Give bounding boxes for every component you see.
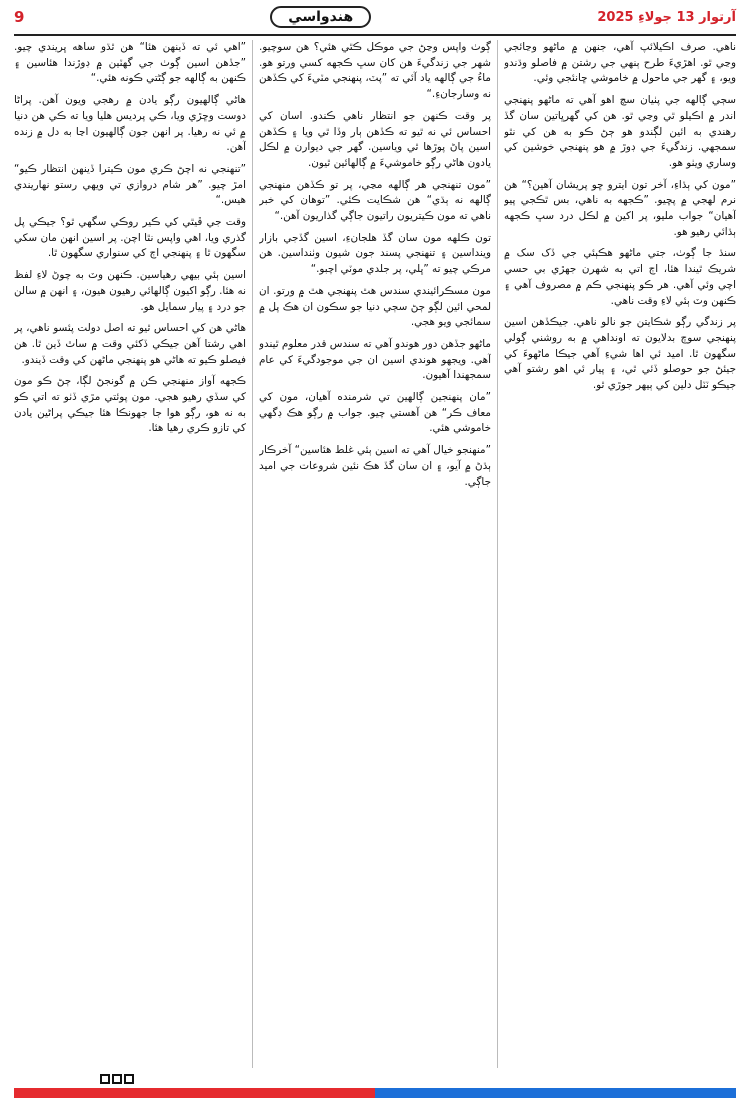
paragraph: ماڻهو جڏهن دور هوندو آهي ته سندس قدر معلوم ٿيندو آهي. ويجهو هوندي اسين ان جي موجودگيءَ کي عام سمجهندا آهيون. [259, 337, 491, 382]
end-square-icon [100, 1074, 110, 1084]
paragraph: ڳوٺ واپس وڃڻ جي موڪل ڪٿي هئي؟ هن سوچيو. شهر جي زندگيءَ هن کان سڀ ڪجهه کسي ورتو هو. ماءُ جي ڳالهه ياد آئي ته ”پٽ، پنهنجي مٽيءَ کي ڪڏهن نه وسارجانءِ.“ [259, 41, 491, 101]
paragraph: پر زندگي رڳو شڪايتن جو نالو ناهي. جيڪڏهن اسين پنهنجي سوچ بدلايون ته اونداهي ۾ به روشني ڳولي سگهون ٿا. اميد ئي اها شيءِ آهي جيڪا ماڻهوءَ کي جيئڻ جو حوصلو ڏئي ٿي، ۽ پيار ئي اهو رشتو آهي جيڪو ٽٽل دلين کي ٻيهر جوڙي ٿو. [504, 316, 736, 392]
page-number: 9 [14, 8, 25, 26]
column-middle [259, 40, 491, 1068]
paragraph: سنڌ جا ڳوٺ، جتي ماڻهو هڪٻئي جي ڏک سک ۾ شريڪ ٿيندا هئا، اڄ اتي به شهرن جهڙي بي حسي اچي وئي آهي. هر ڪو پنهنجي ڪم ۾ مصروف آهي ۽ ڪنهن وٽ ٻئي لاءِ وقت ناهي. [504, 247, 736, 307]
footer-color-bar [14, 1088, 736, 1098]
paragraph: ڪجهه آواز منهنجي ڪن ۾ گونجڻ لڳا، ڄڻ ڪو مون کي سڏي رهيو هجي. مون پوئتي مڙي ڏٺو ته اتي ڪو به نه هو، رڳو هوا جا جهونڪا هئا جيڪي پراڻين يادن کي تازو ڪري رهيا هئا. [14, 375, 246, 435]
column-divider [497, 40, 498, 1068]
issue-date: آرتوار 13 جولاءِ 2025 [597, 9, 736, 25]
paragraph: تون ڪلهه مون سان گڏ هلجانءِ، اسين گڏجي بازار وينداسين ۽ تنهنجي پسند جون شيون وٺنداسين. هن مرڪي چيو ته ”ڀلي، پر جلدي موٽي اچبو.“ [259, 231, 491, 276]
paragraph: پر وقت ڪنهن جو انتظار ناهي ڪندو. اسان کي احساس ئي نه ٿيو ته ڪڏهن ٻار وڏا ٿي ويا ۽ ڪڏهن اسين پاڻ پوڙها ٿي وياسين. گهر جي ديوارن ۾ لڪل يادون هاڻي رڳو خاموشيءَ ۾ ڳالهائين ٿيون. [259, 109, 491, 169]
end-square-icon [124, 1074, 134, 1084]
column-right [504, 40, 736, 1068]
paragraph: ”مون تنهنجي هر ڳالهه مڃي، پر تو ڪڏهن منهنجي ڳالهه نه ٻڌي“ هن شڪايت ڪئي. ”توهان کي خبر ناهي ته مون ڪيتريون راتيون جاڳي گذاريون آهن.“ [259, 178, 491, 223]
column-divider [252, 40, 253, 1068]
masthead-logo: هندواسي [270, 6, 371, 28]
paragraph: ”اهي ئي ته ڏينهن هئا“ هن ٿڌو ساهه ڀريندي چيو. ”جڏهن اسين ڳوٺ جي گهٽين ۾ ڊوڙندا هئاسين ۽ ڪنهن به ڳالهه جو ڳڻتي ڪونه هئي.“ [14, 41, 246, 85]
header-divider [14, 34, 736, 36]
paragraph: هاڻي هن کي احساس ٿيو ته اصل دولت پئسو ناهي، پر اهي رشتا آهن جيڪي ڏکئي وقت ۾ ساٿ ڏين ٿا. هن فيصلو ڪيو ته هاڻي هو پنهنجي ماڻهن کي وقت ڏيندو. [14, 322, 246, 366]
paragraph: مون مسڪرائيندي سندس هٿ پنهنجي هٿ ۾ ورتو. ان لمحي ائين لڳو ڄڻ سڄي دنيا جو سڪون ان هڪ پل ۾ سمائجي ويو هجي. [259, 284, 491, 329]
footer-bar-red [14, 1088, 375, 1098]
paragraph: هاڻي ڳالهيون رڳو يادن ۾ رهجي ويون آهن. پراڻا دوست وڇڙي ويا، ڪي پرديس هليا ويا ته ڪي هن دنيا ۾ ئي نه رهيا. پر انهن جون ڳالهيون اڃا به دل ۾ زنده آهن. [14, 94, 246, 154]
column-left [14, 40, 246, 1068]
article-columns [14, 40, 736, 1068]
end-square-icon [112, 1074, 122, 1084]
paragraph: وقت جي ڦيٿي کي ڪير روڪي سگهي ٿو؟ جيڪي پل گذري ويا، اهي واپس نٿا اچن. پر اسين انهن مان سکي سگهون ٿا ۽ پنهنجي اڄ کي سنواري سگهون ٿا. [14, 216, 246, 260]
paragraph: ”منهنجو خيال آهي ته اسين ٻئي غلط هئاسين“ آخرڪار ٻڌڻ ۾ آيو، ۽ ان سان گڏ هڪ نئين شروعات جي اميد جاڳي. [259, 444, 491, 488]
paragraph: اسين ٻئي بيهي رهياسين. ڪنهن وٽ به چوڻ لاءِ لفظ نه هئا. رڳو اکيون ڳالهائي رهيون هيون، ۽ انهن ۾ سالن جو درد ۽ پيار سمايل هو. [14, 269, 246, 313]
paragraph: ”تنهنجي نه اچڻ ڪري مون ڪيترا ڏينهن انتظار ڪيو“ امڙ چيو. ”هر شام دروازي تي ويهي رستو نهاريندي هيس.“ [14, 162, 246, 207]
paragraph: ”مان پنهنجين ڳالهين تي شرمنده آهيان، مون کي معاف ڪر“ هن آهستي چيو. جواب ۾ رڳو هڪ ڊگهي خاموشي هئي. [259, 391, 491, 435]
footer-bar-blue [375, 1088, 736, 1098]
article-end-icon [100, 1074, 134, 1084]
paragraph: ناهي. صرف اڪيلائپ آهي، جنهن ۾ ماڻهو وڃائجي وڃي ٿو. اهڙيءَ طرح ٻنهي جي رشتن ۾ فاصلو وڌندو ويو، ۽ گهر جي ماحول ۾ خاموشي ڇانئجي وئي. [504, 41, 736, 85]
paragraph: سڄي ڳالهه جي پٺيان سچ اهو آهي ته ماڻهو پنهنجي اندر ۾ اڪيلو ٿي وڃي ٿو. هن کي گهرڀاتين سان گڏ رهندي به ائين لڳندو هو ڄڻ ڪو به هن کي نٿو سمجهي. زندگيءَ جي ڊوڙ ۾ هو پنهنجي خوشين کي وساري ويٺو هو. [504, 94, 736, 169]
paragraph: ”مون کي ٻڌاءِ، آخر تون ايترو ڇو پريشان آهين؟“ هن نرم لهجي ۾ پڇيو. ”ڪجهه به ناهي، بس ٿڪجي پيو آهيان“ جواب مليو، پر اکين ۾ لڪل درد سڀ ڪجهه ٻڌائي رهيو هو. [504, 178, 736, 238]
page-header [0, 0, 750, 34]
